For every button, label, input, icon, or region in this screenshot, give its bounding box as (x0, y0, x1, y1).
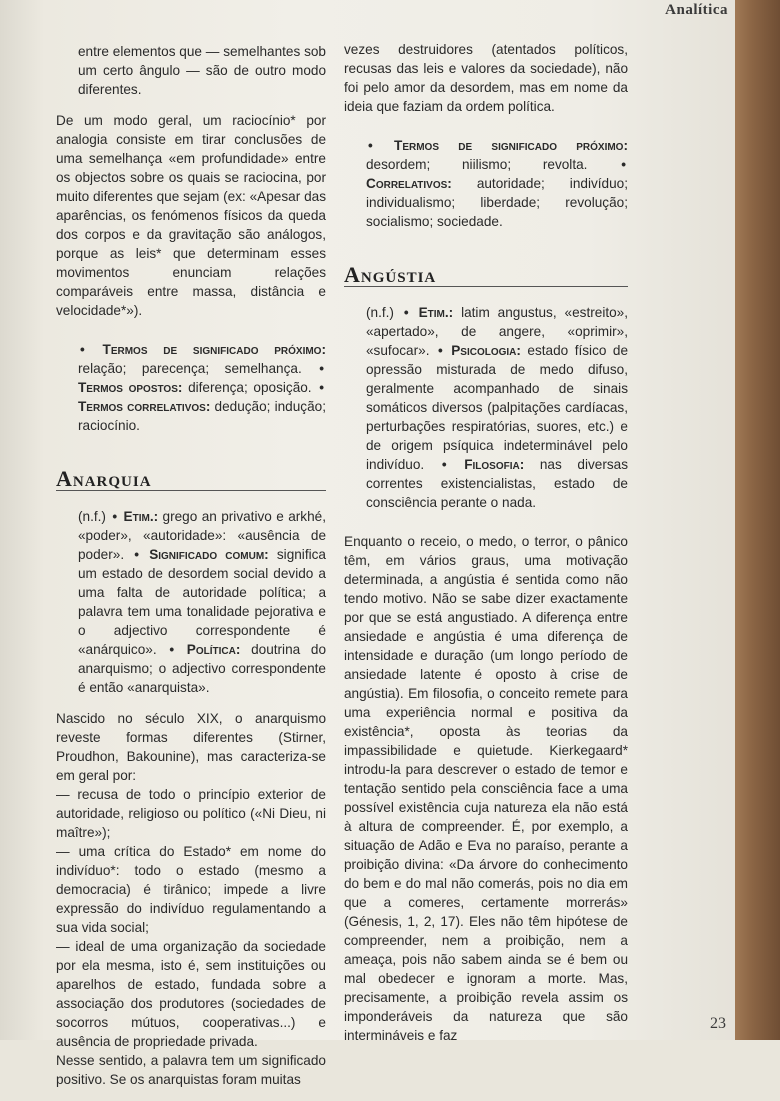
etim-text: grego an privativo e arkhé, «poder», «autoridade»: «ausência de poder». (78, 509, 326, 562)
left-column (56, 42, 326, 1101)
book-edge (735, 0, 780, 1040)
significado-comum-text: significa um estado de desordem social devido a uma falta de autoridade política; a palavra tem uma tonalidade pejorativa e o adjectivo correspondente é «anárquico». (78, 547, 326, 657)
grammar-tag-right: (n.f.) (366, 305, 394, 320)
grammar-tag: (n.f.) (78, 509, 106, 524)
label-opostos: Termos opostos: (78, 380, 183, 395)
paragraph-enquanto: Enquanto o receio, o medo, o terror, o pânico têm, em vários graus, uma motivação determinada, a angústia é sentida como não tendo motivo. Não se sabe dizer exactamente por que se está angustiado. A diferença entre ansiedade e angústia é uma diferença de intensidade e duração (um longo período de ansiedade latente é oposto à crise de angústia). Em filosofia, o conceito remete para uma experiência normal e positiva da existência*, oposta às teorias da impassibilidade e quietude. Kierkegaard* introdu-la para descrever o estado de temor e tentação sentido pela consciência face a uma possível existência cuja natureza ela não está à altura de compreender. É, por exemplo, a situação de Adão e Eva no paraíso, perante a proibição divina: «Da árvore do conhecimento do bem e do mal não comerás, pois no dia em que a comeres, certamente morrerás» (Génesis, 1, 2, 17). Eles não têm hipótese de compreender, nem a proibição, nem a ameaça, pois não sabem ainda se é bem ou mal obedecer e ignoram a morte. Mas, precisamente, a proibição revela assim os imponderáveis da natureza que são intermináveis e faz (344, 534, 628, 1043)
label-significado-comum: Significado comum: (149, 547, 269, 562)
related-terms-right: • Termos de significado próximo: desordem; niilismo; revolta. • Correlativos: autoridade; indivíduo; individualismo; liberdade; revolução; socialismo; sociedade. (366, 138, 628, 229)
running-head: Analítica (665, 2, 728, 18)
label-termos-proximos: Termos de significado próximo: (102, 342, 326, 357)
list-item-recusa: — recusa de todo o princípio exterior de autoridade, religioso ou político («Ni Dieu, ni maître»); (56, 787, 326, 840)
label-correlativos: Termos correlativos: (78, 399, 211, 414)
paragraph-nesse-sentido: Nesse sentido, a palavra tem um significado positivo. Se os anarquistas foram muitas (56, 1053, 326, 1087)
continued-paragraph-right: vezes destruidores (atentados políticos, recusas das leis e valores da sociedade), não foi pelo amor da desordem, mas em nome da ideia que faziam da ordem política. (344, 42, 628, 114)
anarquia-definition: (n.f.) • Etim.: grego an privativo e arkhé, «poder», «autoridade»: «ausência de poder». • Significado comum: significa um estado de desordem social devido a uma falta de autoridade política; a palavra tem uma tonalidade pejorativa e o adjectivo correspondente é «anárquico». • Política: doutrina do anarquismo; o adjectivo correspondente é então «anarquista». (78, 509, 327, 695)
termos-opostos: diferença; oposição. (188, 380, 312, 395)
filosofia-text: nas diversas correntes existencialistas, estado de consciência perante o nada. (366, 457, 628, 510)
termos-correlativos: dedução; indução; raciocínio. (78, 399, 326, 433)
label-termos-proximos-right: Termos de significado próximo: (394, 138, 628, 153)
paragraph-nascido: Nascido no século XIX, o anarquismo reveste formas diferentes (Stirner, Proudhon, Bakounine), mas caracteriza-se em geral por: (56, 711, 326, 783)
label-etim: Etim.: (123, 509, 159, 524)
politica-text: doutrina do anarquismo; o adjectivo correspondente é então «anarquista». (78, 642, 327, 695)
label-etim-right: Etim.: (418, 305, 454, 320)
etim-text-right: latim angustus, «estreito», «apertado», de angere, «oprimir», «sufocar». (366, 305, 629, 358)
entry-heading-anarquia: Anarquia (56, 469, 326, 491)
continued-paragraph: entre elementos que — semelhantes sob um certo ângulo — são de outro modo diferentes. (78, 44, 326, 97)
paragraph-raciocinio: De um modo geral, um raciocínio* por analogia consiste em tirar conclusões de uma semelhança «em profundidade» entre os objectos sobre os quais se raciocina, por muito diferentes que sejam (ex: «Apesar das aparências, os fenómenos físicos da queda dos corpos e da gravitação são análogos, porque as leis* que determinam esses movimentos enunciam relações comparáveis entre massa, distância e velocidade*»). (56, 113, 326, 318)
right-column (344, 40, 628, 1057)
list-item-ideal: — ideal de uma organização da sociedade por ela mesma, isto é, sem instituições ou aparelhos de estado, fundada sobre a associação dos produtores (sociedades de socorros mútuos, cooperativas...) e ausência de propriedade privada. (56, 939, 326, 1049)
termos-proximos-right: desordem; niilismo; revolta. (366, 157, 588, 172)
termos-proximos: relação; parecença; semelhança. (78, 361, 302, 376)
angustia-definition: (n.f.) • Etim.: latim angustus, «estreito», «apertado», de angere, «oprimir», «sufocar». • Psicologia: estado físico de opressão misturada de medo difuso, geralmente acompanhado de sinais somáticos diversos (palpitações cardíacas, perturbações respiratórias, suores, etc.) e de origem psíquica indeterminável pelo indivíduo. • Filosofia: nas diversas correntes existencialistas, estado de consciência perante o nada. (366, 305, 629, 510)
label-politica: Política: (186, 642, 241, 657)
entry-heading-angustia: Angústia (344, 265, 628, 287)
psicologia-text: estado físico de opressão misturada de medo difuso, geralmente acompanhado de sinais somáticos diversos (palpitações cardíacas, perturbações respiratórias, suores, etc.) e de origem psíquica indeterminável pelo indivíduo. (366, 343, 629, 472)
page-number: 23 (710, 1015, 726, 1032)
label-correlativos-right: Correlativos: (366, 176, 452, 191)
label-filosofia: Filosofia: (464, 457, 525, 472)
termos-correlativos-right: autoridade; indivíduo; individualismo; liberdade; revolução; socialismo; sociedade. (366, 176, 628, 229)
related-terms: • Termos de significado próximo: relação; parecença; semelhança. • Termos opostos: diferença; oposição. • Termos correlativos: dedução; indução; raciocínio. (78, 342, 326, 433)
list-item-critica: — uma crítica do Estado* em nome do indivíduo*: todo o estado (mesmo a democracia) é tirânico; impede a livre expressão do indivíduo regulamentando a sua vida social; (56, 844, 326, 935)
label-psicologia: Psicologia: (451, 343, 521, 358)
